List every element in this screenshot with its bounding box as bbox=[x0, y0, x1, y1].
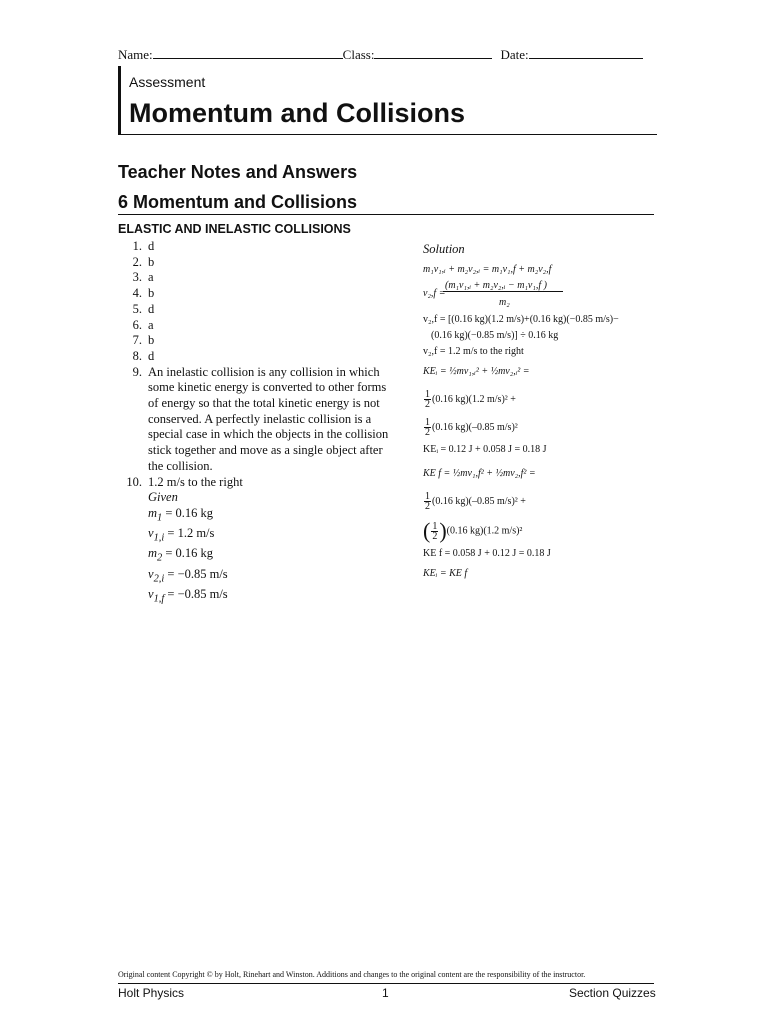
answer-item bbox=[118, 239, 398, 255]
fraction-den: 2 bbox=[432, 530, 438, 542]
given-item bbox=[148, 567, 398, 587]
section-heading: ELASTIC AND INELASTIC COLLISIONS bbox=[118, 222, 351, 236]
class-label: Class: bbox=[342, 47, 375, 62]
given-value: = 1.2 m/s bbox=[164, 526, 215, 541]
fraction-num: 1 bbox=[432, 520, 438, 532]
answer-item bbox=[118, 318, 398, 334]
answer-text: An inelastic collision is any collision in which some kinetic energy is converted to other forms of energy so that the total kinetic energy is not conserved. A perfectly inelastic collision is a special case in which the objects in the collision stick together and move as a single object after the collision. bbox=[148, 364, 389, 473]
ke-initial-term-1 bbox=[423, 390, 516, 409]
chapter-rule bbox=[118, 214, 654, 215]
given-value: = 0.16 kg bbox=[162, 505, 214, 520]
one-half-fraction bbox=[424, 390, 431, 409]
answer-text: a bbox=[148, 317, 154, 332]
given-block bbox=[118, 490, 398, 607]
given-value: = 0.16 kg bbox=[162, 546, 214, 561]
given-var: m bbox=[148, 505, 158, 520]
answer-item bbox=[118, 255, 398, 271]
fraction-num: 1 bbox=[425, 389, 430, 400]
substitution-line-2: (0.16 kg)(−0.85 m/s)] ÷ 0.16 kg bbox=[431, 330, 559, 341]
copyright-notice: Original content Copyright © by Holt, Rinehart and Winston. Additions and changes to the original content are the responsibility of the instructor. bbox=[118, 970, 586, 979]
fraction-num: 1 bbox=[425, 491, 430, 502]
answer-number: 1. bbox=[132, 239, 142, 253]
title-block bbox=[118, 66, 657, 135]
answer-number: 8. bbox=[132, 348, 142, 363]
answer-number: 10. bbox=[126, 474, 142, 489]
ke-final-term-2: ( $\frac{1}{2}$ )(0.16 kg)(1.2 m/s)² bbox=[423, 518, 523, 543]
v2f-denominator: m₂ bbox=[499, 297, 510, 308]
main-title: Momentum and Collisions bbox=[129, 98, 466, 128]
given-sub: 1,f bbox=[153, 593, 165, 605]
page-number: 1 bbox=[382, 986, 389, 1000]
given-value: = −0.85 m/s bbox=[164, 586, 228, 601]
v2f-lhs: v₂,f = bbox=[423, 288, 446, 299]
ke-initial-term-2 bbox=[423, 418, 518, 437]
ke-initial-sum: KEᵢ = 0.12 J + 0.058 J = 0.18 J bbox=[423, 444, 547, 455]
given-var: v bbox=[148, 566, 154, 581]
answer-text: b bbox=[148, 254, 155, 269]
answer-text: d bbox=[148, 239, 155, 253]
answer-number: 5. bbox=[132, 301, 142, 316]
ke-initial-term-2-text: (0.16 kg)(–0.85 m/s)² bbox=[432, 421, 518, 433]
one-half-fraction bbox=[431, 522, 438, 541]
ke-final-term-1-text: (0.16 kg)(–0.85 m/s)² + bbox=[432, 495, 526, 507]
answer-number: 4. bbox=[132, 286, 142, 301]
given-value: = −0.85 m/s bbox=[164, 566, 228, 581]
one-half-fraction bbox=[424, 418, 431, 437]
given-sub: 1 bbox=[157, 512, 163, 524]
name-blank bbox=[153, 46, 343, 59]
fraction-bar bbox=[443, 291, 563, 292]
given-item bbox=[148, 587, 398, 607]
answer-item bbox=[118, 286, 398, 302]
given-item bbox=[148, 506, 398, 526]
answer-text: d bbox=[148, 348, 155, 363]
answer-text: b bbox=[148, 333, 155, 348]
answer-number: 7. bbox=[132, 333, 142, 348]
ke-final-sum: KE f = 0.058 J + 0.12 J = 0.18 J bbox=[423, 548, 551, 559]
teacher-notes-heading: Teacher Notes and Answers bbox=[118, 162, 358, 182]
answer-number: 9. bbox=[132, 364, 142, 379]
fraction-num: 1 bbox=[425, 417, 430, 428]
given-item bbox=[148, 526, 398, 546]
given-sub: 2,i bbox=[153, 573, 165, 585]
solution-label: Solution bbox=[423, 242, 465, 256]
answer-item bbox=[118, 349, 398, 365]
answer-number: 3. bbox=[132, 270, 142, 285]
class-blank bbox=[374, 46, 492, 59]
momentum-equation: m₁v₁,ᵢ + m₂v₂,ᵢ = m₁v₁,f + m₂v₂,f bbox=[423, 264, 552, 275]
velocity-result: v₂,f = 1.2 m/s to the right bbox=[423, 346, 524, 357]
date-blank bbox=[529, 46, 643, 59]
given-var: v bbox=[148, 526, 154, 541]
answer-number: 6. bbox=[132, 317, 142, 332]
given-var: v bbox=[148, 586, 154, 601]
v2f-numerator: (m₁v₁,ᵢ + m₂v₂,ᵢ − m₁v₁,f ) bbox=[445, 280, 547, 291]
chapter-title: 6 Momentum and Collisions bbox=[118, 192, 358, 212]
fraction-den: 2 bbox=[425, 399, 430, 410]
answer-text: 1.2 m/s to the right bbox=[148, 474, 243, 489]
answer-item bbox=[118, 302, 398, 318]
answer-text: a bbox=[148, 270, 154, 285]
date-label: Date: bbox=[500, 47, 529, 62]
ke-initial-term-1-text: (0.16 kg)(1.2 m/s)² + bbox=[432, 393, 516, 405]
ke-initial-definition: KEᵢ = ½mv₁,ᵢ² + ½mv₂,ᵢ² = bbox=[423, 366, 530, 377]
answer-item bbox=[118, 270, 398, 286]
footer-rule bbox=[118, 983, 654, 984]
ke-final-definition: KE f = ½mv₁,f² + ½mv₂,f² = bbox=[423, 468, 536, 479]
ke-final-term-2-text: (0.16 kg)(1.2 m/s)² bbox=[446, 525, 523, 537]
given-item bbox=[148, 546, 398, 566]
answer-item bbox=[118, 365, 398, 475]
footer-book-title: Holt Physics bbox=[118, 986, 185, 1000]
fraction-den: 2 bbox=[425, 501, 430, 512]
name-label: Name: bbox=[118, 47, 153, 62]
given-sub: 2 bbox=[157, 552, 163, 564]
answer-item bbox=[118, 333, 398, 349]
answer-number: 2. bbox=[132, 254, 142, 269]
assessment-label: Assessment bbox=[129, 74, 206, 90]
answer-text: b bbox=[148, 286, 155, 301]
given-sub: 1,i bbox=[153, 532, 165, 544]
fraction-den: 2 bbox=[425, 427, 430, 438]
ke-equality: KEᵢ = KE f bbox=[423, 568, 468, 579]
one-half-fraction bbox=[424, 492, 431, 511]
given-label: Given bbox=[148, 490, 178, 505]
footer-section-label: Section Quizzes bbox=[569, 986, 656, 1000]
answer-item bbox=[118, 475, 398, 491]
ke-final-term-1 bbox=[423, 492, 526, 511]
header-fields bbox=[118, 46, 658, 63]
given-var: m bbox=[148, 546, 158, 561]
answer-list bbox=[118, 239, 398, 607]
answer-text: d bbox=[148, 301, 155, 316]
substitution-line-1: v₂,f = [(0.16 kg)(1.2 m/s)+(0.16 kg)(−0.85 m/s)− bbox=[423, 314, 619, 325]
